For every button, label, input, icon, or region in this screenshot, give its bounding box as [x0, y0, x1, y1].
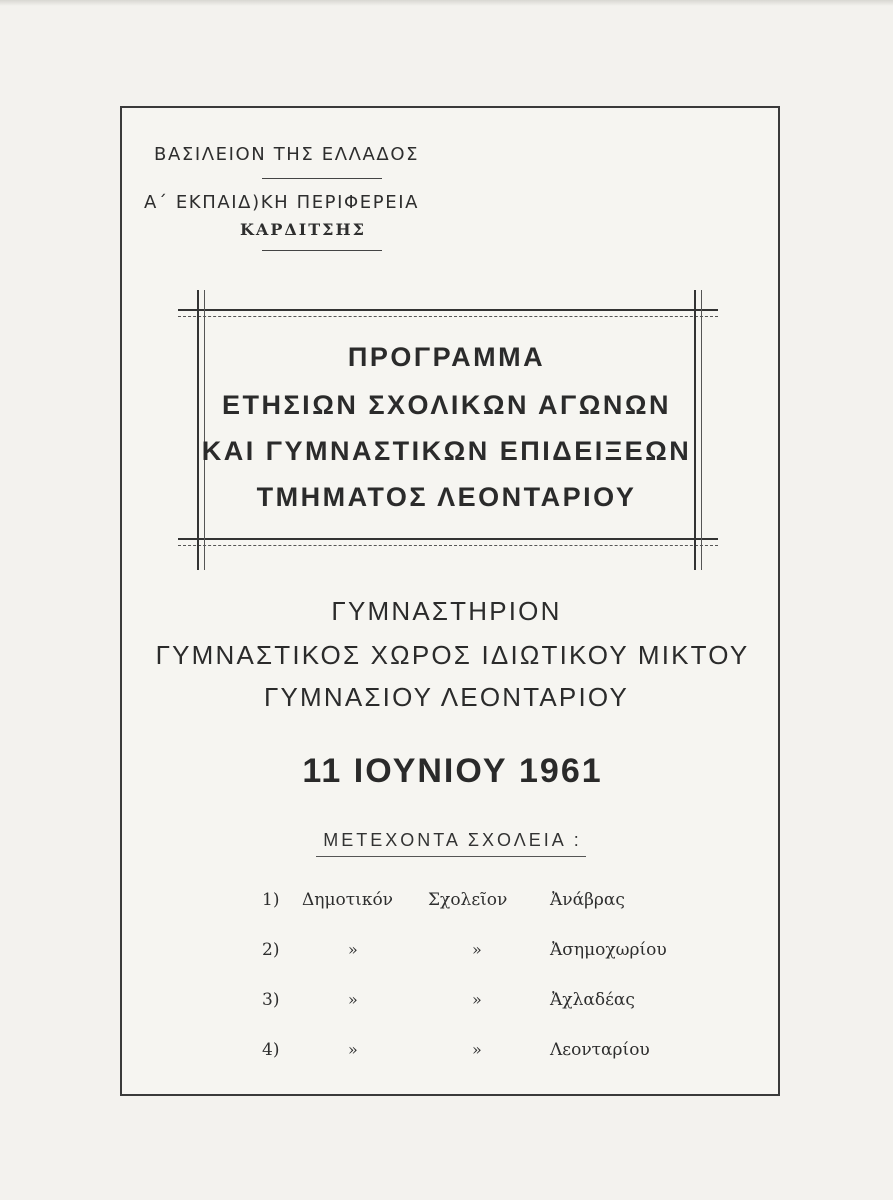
- region-heading: Α΄ ΕΚΠΑΙΔ)ΚΗ ΠΕΡΙΦΕΡΕΙΑ: [144, 192, 420, 213]
- ditto-mark: »: [348, 1040, 358, 1059]
- program-subtitle-3: ΤΜΗΜΑΤΟΣ ΛΕΟΝΤΑΡΙΟΥ: [256, 482, 637, 512]
- school-name: Ἀνάβρας: [550, 890, 625, 910]
- kingdom-heading: ΒΑΣΙΛΕΙΟΝ ΤΗΣ ΕΛΛΑΔΟΣ: [154, 144, 420, 165]
- ditto-mark: »: [472, 1040, 482, 1059]
- box-bottom-line: [178, 538, 718, 540]
- ditto-mark: »: [348, 940, 358, 959]
- city-rule: [262, 250, 382, 251]
- school-number: 3): [262, 990, 280, 1010]
- school-type: Δημοτικόν: [302, 890, 394, 910]
- school-row: [262, 1040, 742, 1068]
- box-bottom-line-inner: [178, 545, 718, 546]
- ditto-mark: »: [348, 990, 358, 1009]
- schools-heading-rule: [316, 856, 586, 857]
- school-name: Ἀσημοχωρίου: [550, 940, 667, 960]
- box-left-line-inner: [204, 290, 205, 570]
- school-number: 2): [262, 940, 280, 960]
- box-right-line: [694, 290, 696, 570]
- box-right-line-inner: [701, 290, 702, 570]
- venue-line-1: ΓΥΜΝΑΣΤΗΡΙΟΝ: [331, 596, 562, 626]
- school-name: Ἀχλαδέας: [550, 990, 635, 1010]
- page-edge: [0, 0, 893, 6]
- program-title: ΠΡΟΓΡΑΜΜΑ: [347, 342, 546, 372]
- school-row: [262, 940, 742, 968]
- venue-line-3: ΓΥΜΝΑΣΙΟΥ ΛΕΟΝΤΑΡΙΟΥ: [263, 682, 630, 712]
- school-name: Λεονταρίου: [550, 1040, 650, 1060]
- program-subtitle-2: ΚΑΙ ΓΥΜΝΑΣΤΙΚΩΝ ΕΠΙΔΕΙΞΕΩΝ: [201, 436, 692, 466]
- school-row: [262, 890, 742, 918]
- city-heading: ΚΑΡΔΙΤΣΗΣ: [240, 220, 366, 239]
- schools-heading: ΜΕΤΕΧΟΝΤΑ ΣΧΟΛΕΙΑ :: [323, 830, 582, 850]
- school-kind: Σχολεῖον: [428, 890, 508, 910]
- program-subtitle-1: ΕΤΗΣΙΩΝ ΣΧΟΛΙΚΩΝ ΑΓΩΝΩΝ: [221, 390, 671, 420]
- ditto-mark: »: [472, 940, 482, 959]
- school-row: [262, 990, 742, 1018]
- box-top-line-inner: [178, 316, 718, 317]
- header-rule: [262, 178, 382, 179]
- venue-line-2: ΓΥΜΝΑΣΤΙΚΟΣ ΧΩΡΟΣ ΙΔΙΩΤΙΚΟΥ ΜΙΚΤΟΥ: [155, 640, 750, 670]
- box-top-line: [178, 309, 718, 311]
- school-number: 4): [262, 1040, 280, 1060]
- event-date: 11 ΙΟΥΝΙΟΥ 1961: [302, 752, 603, 790]
- school-number: 1): [262, 890, 280, 910]
- box-left-line: [197, 290, 199, 570]
- ditto-mark: »: [472, 990, 482, 1009]
